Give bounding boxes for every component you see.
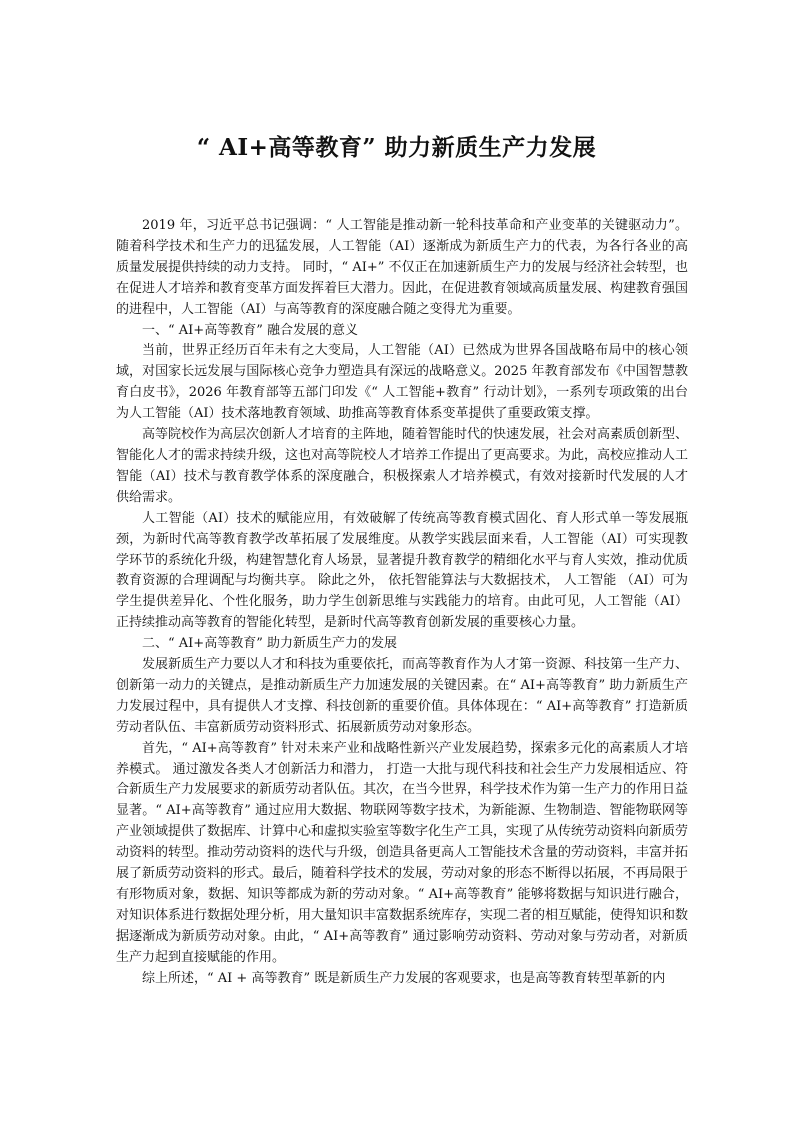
- paragraph-conclusion: 综上所述，“ AI + 高等教育” 既是新质生产力发展的客观要求，也是高等教育转型革新的内: [142, 970, 666, 986]
- paragraph: 人工智能（AI）技术的赋能应用，有效破解了传统高等教育模式固化、育人形式单一等发展瓶颈，为新时代高等教育教学改革拓展了发展维度。从教学实践层面来看，人工智能（AI）可实现教学环节的系统化升级，构建智慧化育人场景，显著提升教育教学的精细化水平与育人实效，推动优质教育资源的合理调配与均衡共享。 除此之外， 依托智能算法与大数据技术， 人工智能 （AI）可为学生提供差异化、个性化服务，助力学生创新思维与实践能力的培育。由此可见，人工智能（AI）正持续推动高等教育的智能化转型，是新时代高等教育创新发展的重要核心力量。: [116, 510, 689, 631]
- section-heading-2: 二、“ AI+高等教育” 助力新质生产力的发展: [142, 636, 397, 652]
- document-title: “ AI+高等教育” 助力新质生产力发展: [196, 134, 597, 161]
- paragraph: 当前，世界正经历百年未有之大变局，人工智能（AI）已然成为世界各国战略布局中的核心领域，对国家长远发展与国际核心竞争力塑造具有深远的战略意义。2025 年教育部发布《中国智慧教育白皮书》，2026 年教育部等五部门印发《“ 人工智能+教育” 行动计划》，一系列专项政策的出台为人工智能（AI）技术落地教育领域、助推高等教育体系变革提供了重要政策支撑。: [116, 343, 688, 422]
- paragraph: 高等院校作为高层次创新人才培育的主阵地，随着智能时代的快速发展，社会对高素质创新型、智能化人才的需求持续升级，这也对高等院校人才培养工作提出了更高要求。为此，高校应推动人工智能（AI）技术与教育教学体系的深度融合，积极探索人才培养模式，有效对接新时代发展的人才供给需求。: [116, 427, 689, 505]
- section-heading-1: 一、“ AI+高等教育” 融合发展的意义: [142, 322, 358, 338]
- paragraph-intro: 2019 年，习近平总书记强调：“ 人工智能是推动新一轮科技革命和产业变革的关键驱动力”。随着科学技术和生产力的迅猛发展，人工智能（AI）逐渐成为新质生产力的代表，为各行各业的高质量发展提供持续的动力支持。 同时，“ AI+” 不仅正在加速新质生产力的发展与经济社会转型，也在促进人才培养和教育变革方面发挥着巨大潜力。因此，在促进教育领域高质量发展、构建教育强国的进程中，人工智能（AI）与高等教育的深度融合随之变得尤为重要。: [116, 218, 689, 317]
- paragraph: 发展新质生产力要以人才和科技为重要依托，而高等教育作为人才第一资源、科技第一生产力、创新第一动力的关键点，是推动新质生产力加速发展的关键因素。在“ AI+高等教育” 助力新质生产力发展过程中，具有提供人才支撑、科技创新的重要价值。具体体现在：“ AI+高等教育” 打造新质劳动者队伍、丰富新质劳动资料形式、拓展新质劳动对象形态。: [116, 657, 689, 735]
- paragraph: 首先，“ AI+高等教育” 针对未来产业和战略性新兴产业发展趋势，探索多元化的高素质人才培养模式。 通过激发各类人才创新活力和潜力， 打造一大批与现代科技和社会生产力发展相适应、符合新质生产力发展要求的新质劳动者队伍。其次，在当今世界，科学技术作为第一生产力的作用日益显著。“ AI+高等教育” 通过应用大数据、物联网等数字技术，为新能源、生物制造、智能物联网等产业领域提供了数据库、计算中心和虚拟实验室等数字化生产工具，实现了从传统劳动资料向新质劳动资料的转型。推动劳动资料的迭代与升级，创造具备更高人工智能技术含量的劳动资料，丰富并拓展了新质劳动资料的形式。最后，随着科学技术的发展，劳动对象的形态不断得以拓展，不再局限于有形物质对象，数据、知识等都成为新的劳动对象。“ AI+高等教育” 能够将数据与知识进行融合，对知识体系进行数据处理分析，用大量知识丰富数据系统库存，实现二者的相互赋能，使得知识和数据逐渐成为新质劳动对象。由此，“ AI+高等教育” 通过影响劳动资料、劳动对象与劳动者，对新质生产力起到直接赋能的作用。: [116, 740, 689, 965]
- document-body: [116, 216, 688, 990]
